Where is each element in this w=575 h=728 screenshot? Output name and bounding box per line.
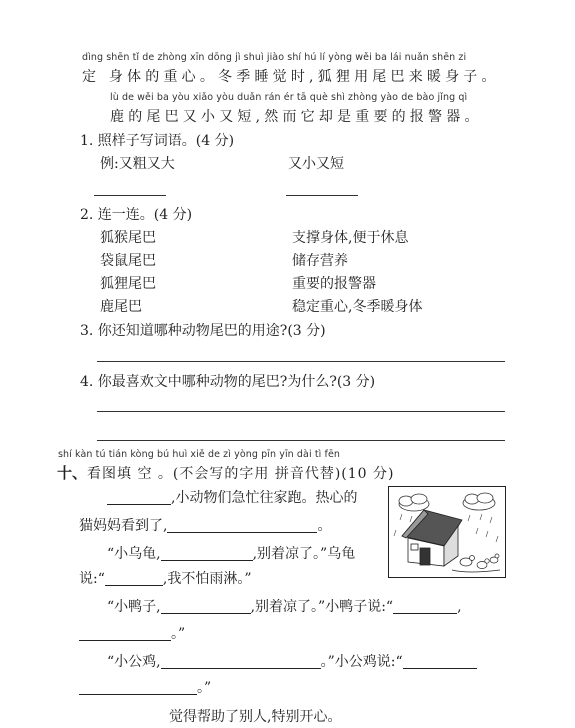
pinyin-line-1: dìng shēn tǐ de zhòng xīn dōng jì shuì jiào shí hú lí yòng wěi ba lái nuǎn shēn zi (82, 52, 467, 63)
answer-line-4a[interactable] (97, 411, 505, 412)
sentence-7 (107, 651, 477, 671)
sentence-2-end: 。 (317, 518, 332, 534)
sentence-2 (79, 515, 331, 535)
section-10-pinyin: shí kàn tú tián kòng bú huì xiě de zì yòng pīn yīn dài tì fēn (58, 449, 341, 460)
sentence-4-end: ,我不怕雨淋。” (162, 571, 252, 587)
answer-line-3[interactable] (97, 361, 505, 362)
match-right-2[interactable]: 储存营养 (292, 253, 348, 269)
match-right-4[interactable]: 稳定重心,冬季暖身体 (292, 299, 423, 315)
sentence-4-start: 说:“ (79, 571, 105, 587)
section-10-title: 看图填 空 。(不会写的字用 拼音代替)(10 分) (87, 466, 395, 482)
match-left-2[interactable]: 袋鼠尾巴 (100, 253, 156, 269)
sentence-3-start: “小乌龟, (107, 546, 161, 562)
answer-line-1a[interactable] (94, 195, 166, 196)
passage-line-1: 定 身体的重心。冬季睡觉时,狐狸用尾巴来暖身子。 (82, 69, 500, 85)
question-1-item: 又小又短 (288, 156, 344, 172)
match-right-1[interactable]: 支撑身体,便于休息 (292, 230, 409, 246)
sentence-8-end: 。” (197, 680, 212, 696)
section-10-heading (57, 462, 394, 483)
blank-2[interactable] (167, 518, 317, 533)
scene-illustration (388, 486, 506, 578)
blank-6[interactable] (393, 599, 457, 614)
question-4-prompt: 4. 你最喜欢文中哪种动物的尾巴?为什么?(3 分) (80, 374, 376, 390)
match-left-1[interactable]: 狐猴尾巴 (100, 230, 156, 246)
answer-line-4b[interactable] (97, 440, 505, 441)
sentence-7-end: 。”小公鸡说:“ (320, 654, 403, 670)
sentence-6-end: 。” (171, 626, 186, 642)
sentence-5-end: , (457, 599, 462, 615)
sentence-3 (107, 543, 355, 563)
sentence-2-text: 猫妈妈看到了, (79, 518, 168, 534)
blank-10[interactable] (79, 680, 197, 695)
sentence-5 (107, 596, 462, 616)
cloud-right-icon (463, 493, 495, 510)
cloud-left-icon (399, 494, 429, 511)
blank-4[interactable] (105, 571, 163, 586)
sentence-5-start: “小鸭子, (107, 599, 161, 615)
blank-9[interactable] (403, 654, 477, 669)
question-2-prompt: 2. 连一连。(4 分) (80, 207, 193, 223)
pinyin-line-2: lù de wěi ba yòu xiǎo yòu duǎn rán ér tā què shì zhòng yào de bào jǐng qì (110, 92, 468, 103)
match-left-4[interactable]: 鹿尾巴 (100, 299, 142, 315)
sentence-3-end: ,别着凉了。”乌龟 (252, 546, 356, 562)
sentence-1 (107, 487, 357, 507)
blank-5[interactable] (161, 599, 251, 614)
sentence-8 (79, 677, 211, 697)
blank-3[interactable] (161, 546, 253, 561)
sentence-5-middle: ,别着凉了。”小鸭子说:“ (250, 599, 394, 615)
blank-8[interactable] (161, 654, 321, 669)
question-3-prompt: 3. 你还知道哪种动物尾巴的用途?(3 分) (80, 323, 326, 339)
sentence-7-start: “小公鸡, (107, 654, 161, 670)
sentence-4 (79, 568, 251, 588)
question-1-prompt: 1. 照样子写词语。(4 分) (80, 133, 235, 149)
answer-line-1b[interactable] (286, 195, 358, 196)
sentence-9: 觉得帮助了别人,特别开心。 (169, 709, 342, 725)
match-right-3[interactable]: 重要的报警器 (292, 276, 376, 292)
match-left-3[interactable]: 狐狸尾巴 (100, 276, 156, 292)
blank-7[interactable] (79, 626, 171, 641)
blank-1[interactable] (107, 490, 171, 505)
question-1-example: 例:又粗又大 (100, 156, 175, 172)
passage-line-2: 鹿的尾巴又小又短,然而它却是重要的报警器。 (110, 109, 483, 125)
sentence-1-text: ,小动物们急忙往家跑。热心的 (171, 490, 358, 506)
sentence-6 (79, 623, 185, 643)
section-10-number: 十、 (57, 464, 88, 482)
